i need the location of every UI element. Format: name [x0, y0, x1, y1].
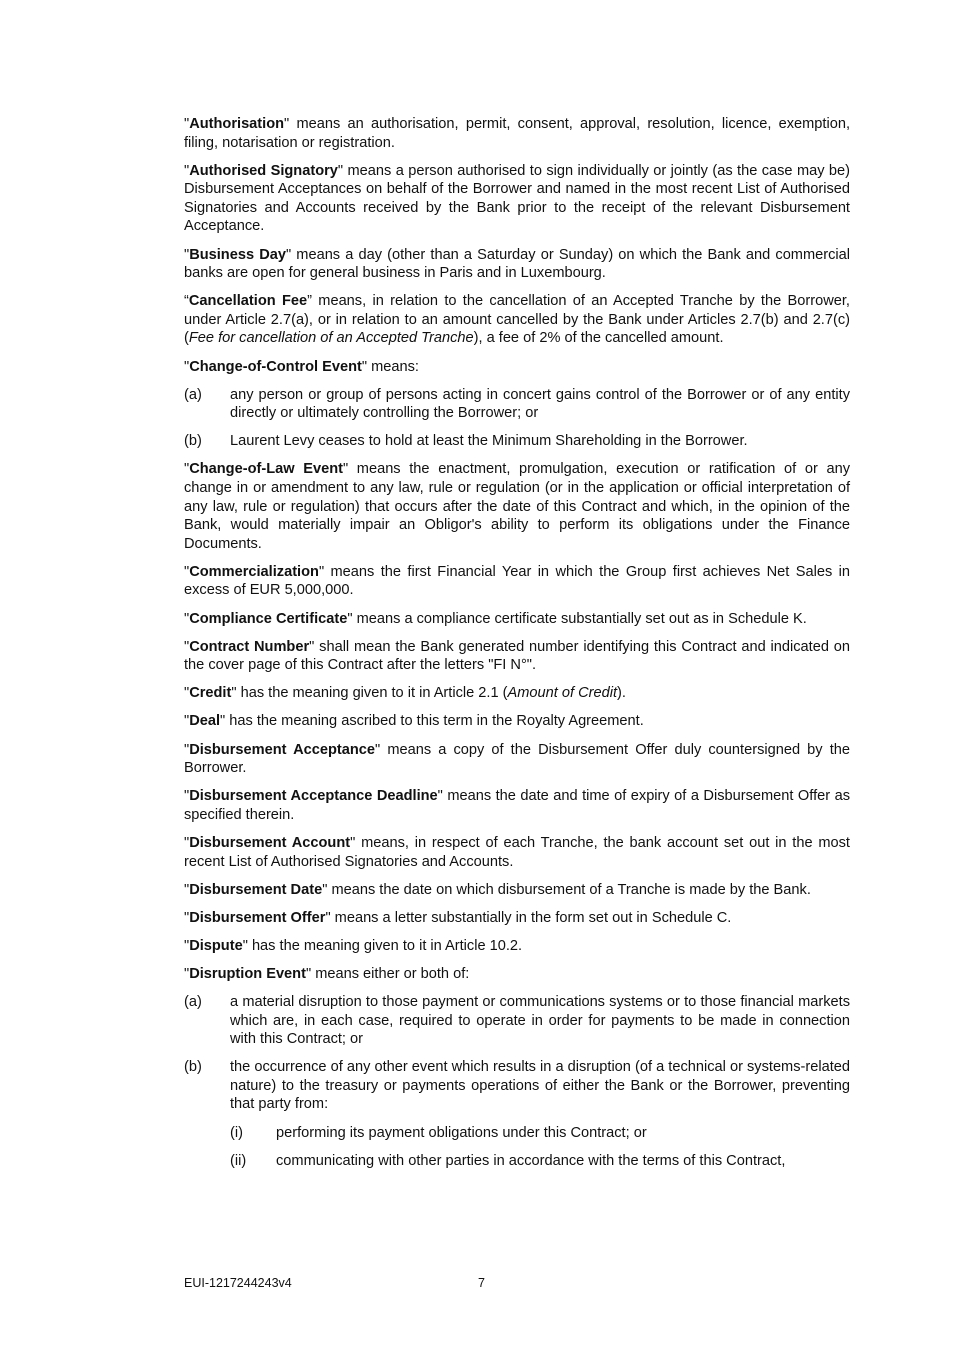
list-text: Laurent Levy ceases to hold at least the Minimum Shareholding in the Borrower.: [230, 433, 748, 450]
list-item: [184, 1058, 850, 1114]
open-quote: “: [184, 293, 189, 310]
list-label: (a): [184, 386, 202, 403]
defined-term: Disbursement Account: [189, 834, 351, 851]
defined-term: Disruption Event: [189, 965, 306, 982]
list-label: (b): [184, 433, 202, 450]
close-quote: ": [342, 461, 349, 478]
open-quote: ": [184, 685, 190, 702]
document-reference: EUI-1217244243v4: [184, 1276, 292, 1290]
list-label: (ii): [230, 1152, 247, 1169]
open-quote: ": [184, 741, 190, 758]
defined-term: Compliance Certificate: [189, 610, 348, 627]
nested-list-item: [230, 1124, 850, 1143]
definition-text: means, in respect of each Tranche, the bank account set out in the most recent List of Authorised Signatories and Accounts.: [184, 834, 850, 870]
open-quote: ": [184, 116, 190, 132]
page-body: [184, 115, 850, 1180]
open-quote: ": [184, 638, 190, 655]
open-quote: ": [184, 162, 190, 179]
definition-paragraph: [184, 246, 850, 283]
defined-term: Contract Number: [189, 638, 310, 655]
italic-reference: Fee for cancellation of an Accepted Tranche: [188, 330, 474, 347]
open-quote: ": [184, 937, 190, 954]
defined-term: Change-of-Control Event: [189, 358, 362, 375]
open-quote: ": [184, 610, 190, 627]
close-quote: ”: [307, 293, 312, 310]
close-quote: ": [318, 563, 325, 580]
definition-text-end: ), a fee of 2% of the cancelled amount.: [473, 330, 724, 347]
defined-term: Disbursement Acceptance Deadline: [189, 788, 438, 805]
definition-text: has the meaning given to it in Article 10.2.: [247, 937, 523, 954]
definition-paragraph: [184, 162, 850, 236]
definition-text: means a person authorised to sign individually or jointly (as the case may be) Disbursement Acceptances on behalf of the Borrower and named in the most recent List of Authorised Signatories and Accounts received by the Bank prior to the receipt of the relevant Disbursement Acceptance.: [184, 162, 851, 235]
close-quote: ": [325, 909, 331, 926]
definition-text: has the meaning given to it in Article 2.1 (: [236, 685, 508, 702]
defined-term: Authorised Signatory: [189, 162, 338, 179]
list-label: (b): [184, 1059, 202, 1076]
definition-paragraph: [184, 787, 850, 824]
open-quote: ": [184, 965, 190, 982]
definition-paragraph: [184, 460, 850, 553]
defined-term: Disbursement Offer: [189, 909, 326, 926]
defined-term: Commercialization: [189, 563, 319, 580]
open-quote: ": [184, 834, 190, 851]
definition-text: means a letter substantially in the form set out in Schedule C.: [330, 909, 732, 926]
close-quote: ": [309, 638, 315, 655]
definition-paragraph: [184, 684, 850, 703]
close-quote: ": [220, 713, 226, 730]
definition-text: means a compliance certificate substantially set out as in Schedule K.: [352, 610, 807, 627]
close-quote: ": [284, 116, 290, 132]
nested-list-item: [230, 1152, 850, 1171]
definition-text-end: ).: [617, 685, 626, 702]
close-quote: ": [350, 834, 356, 851]
defined-term: Authorisation: [189, 116, 285, 132]
close-quote: ": [322, 881, 328, 898]
close-quote: ": [361, 358, 368, 375]
defined-term: Credit: [189, 685, 232, 702]
definition-paragraph: [184, 610, 850, 629]
definition-text: means an authorisation, permit, consent, approval, resolution, licence, exemption, filing, notarisation or registration.: [184, 116, 850, 151]
definition-paragraph: [184, 292, 850, 348]
list-label: (a): [184, 993, 202, 1010]
open-quote: ": [184, 461, 190, 478]
definition-text: means, in relation to the cancellation of an Accepted Tranche by the Borrower, under Article 2.7(a), or in relation to an amount cancelled by the Bank under Articles 2.7(b) and 2.7(c) (: [184, 293, 850, 347]
list-label: (i): [230, 1124, 243, 1141]
defined-term: Deal: [189, 713, 221, 730]
close-quote: ": [437, 788, 443, 805]
definition-paragraph: [184, 712, 850, 731]
close-quote: ": [375, 741, 381, 758]
definition-paragraph: [184, 834, 850, 871]
open-quote: ": [184, 713, 190, 730]
close-quote: ": [305, 965, 312, 982]
close-quote: ": [242, 937, 248, 954]
definition-text: means the first Financial Year in which the Group first achieves Net Sales in excess of EUR 5,000,000.: [184, 563, 850, 599]
page-number: 7: [478, 1276, 485, 1290]
open-quote: ": [184, 246, 190, 263]
definition-paragraph: [184, 563, 850, 600]
definition-text: means the enactment, promulgation, execution or ratification of or any change in or amendment to any law, rule or regulation (or in the application or official interpretation of any law, rule or regulation) that occurs after the date of this Contract and which, in the opinion of the Bank, would materially impair an Obligor's ability to perform its obligations under the Finance Documents.: [184, 461, 850, 552]
definition-text: has the meaning ascribed to this term in the Royalty Agreement.: [225, 713, 644, 730]
defined-term: Dispute: [189, 937, 243, 954]
close-quote: ": [347, 610, 353, 627]
definition-text: means:: [367, 358, 419, 375]
definition-text: shall mean the Bank generated number identifying this Contract and indicated on the cover page of this Contract after the letters "FI N°".: [184, 638, 851, 674]
definition-text: means the date on which disbursement of a Tranche is made by the Bank.: [327, 881, 811, 898]
definition-text: means a copy of the Disbursement Offer duly countersigned by the Borrower.: [184, 741, 850, 777]
definition-paragraph: [184, 937, 850, 956]
definition-paragraph: [184, 965, 850, 984]
list-item: [184, 993, 850, 1049]
defined-term: Business Day: [189, 246, 286, 263]
list-text: performing its payment obligations under this Contract; or: [276, 1124, 647, 1141]
open-quote: ": [184, 563, 190, 580]
definition-paragraph: [184, 909, 850, 928]
open-quote: ": [184, 788, 190, 805]
defined-term: Disbursement Date: [189, 881, 323, 898]
definition-paragraph: [184, 741, 850, 778]
close-quote: ": [231, 685, 237, 702]
open-quote: ": [184, 358, 190, 375]
definition-paragraph: [184, 881, 850, 900]
list-text: communicating with other parties in accordance with the terms of this Contract,: [276, 1152, 786, 1169]
defined-term: Change-of-Law Event: [189, 461, 343, 478]
definition-paragraph: [184, 115, 850, 152]
list-item: [184, 386, 850, 423]
list-text: any person or group of persons acting in concert gains control of the Borrower or of any entity directly or ultimately controlling the Borrower; or: [230, 386, 850, 422]
defined-term: Disbursement Acceptance: [189, 741, 376, 758]
open-quote: ": [184, 909, 190, 926]
close-quote: ": [337, 162, 344, 179]
definition-text: means the date and time of expiry of a Disbursement Offer as specified therein.: [184, 788, 850, 823]
definition-paragraph: [184, 358, 850, 377]
italic-reference: Amount of Credit: [507, 685, 618, 702]
definition-text: means either or both of:: [311, 965, 470, 982]
list-item: [184, 432, 850, 451]
definition-text: means a day (other than a Saturday or Sunday) on which the Bank and commercial banks are open for general business in Paris and in Luxembourg.: [184, 246, 850, 282]
open-quote: ": [184, 881, 190, 898]
close-quote: ": [285, 246, 292, 263]
definition-paragraph: [184, 638, 850, 675]
list-text: a material disruption to those payment or communications systems or to those financial markets which are, in each case, required to operate in order for payments to be made in connection with this Contract; or: [230, 993, 850, 1048]
list-text: the occurrence of any other event which results in a disruption (of a technical or systems-related nature) to the treasury or payments operations of either the Bank or the Borrower, preventing that party from:: [230, 1059, 850, 1113]
defined-term: Cancellation Fee: [188, 293, 308, 310]
